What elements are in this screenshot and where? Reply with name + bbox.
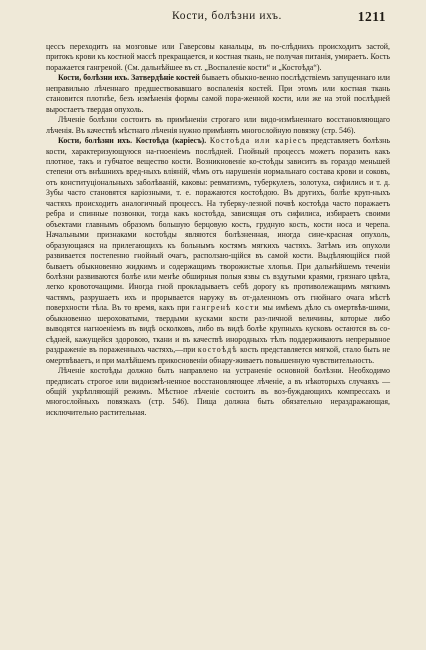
paragraph-gangrene-continuation bbox=[46, 42, 390, 73]
article-body bbox=[46, 42, 390, 418]
bold-heading-text: Кости, болѣзни ихъ. Затвердѣніе костей bbox=[58, 73, 200, 83]
page-number: 1211 bbox=[357, 9, 386, 24]
running-head: Кости, болѣзни ихъ. bbox=[172, 10, 283, 22]
body-text: Лѣченіе костоѣды должно быть направлено на устраненіе основной болѣзни. Необходимо предписать строгое или видоизмѣ-ненное восстановляющее лѣченіе, а въ нѣкоторыхъ случаяхъ — общій укрѣпляющій режимъ. Мѣстное лѣченіе состоитъ въ воз-буждающихъ компрессахъ и многослойныхъ повязкахъ (стр. 546). Пища должна быть обязательно нераздражающая, исключительно растительная. bbox=[46, 366, 390, 417]
paragraph-caries bbox=[46, 136, 390, 366]
body-text: мы имѣемъ дѣло съ омертвѣв-шими, обыкновенно шероховатыми, твердыми кусками кости раз-личной величины, которые либо выводятся нагноеніемъ въ видѣ осколковъ, либо въ видѣ болѣе крупныхъ кусковъ остаются въ со-сѣдней, кажущейся здоровою, ткани и въ качествѣ инородныхъ тѣлъ поддерживаютъ непрерывное раздраженіе въ пораженныхъ частяхъ,—при bbox=[46, 303, 390, 355]
body-text: цессъ переходитъ на мозговые или Гаверсовы канальцы, въ по-слѣднихъ происходитъ застой, притокъ крови къ костной массѣ прекращается, и костная ткань, не получая питанія, умираетъ. Кость поражается гангреной. (См. дальнѣйшее въ ст. „Воспаленіе кости“ и „Костоѣда“). bbox=[46, 42, 390, 72]
spaced-emphasis-text: Костоѣда или каріесъ bbox=[209, 136, 308, 146]
body-text: представляетъ болѣзнь кости, характеризующуюся на-гноеніемъ послѣдней. Гнойный процессъ можетъ поразить какъ плотное, такъ и губчатое вещество кости. Возникновеніе ко-стоѣды зависитъ въ гораздо меньшей степени отъ внѣшнихъ вред-ныхъ вліяній, чѣмъ отъ нарушенія нормальнаго состава крови и соковъ, отъ конституціональныхъ заболѣваній, каковы: ревматизмъ, туберкулезъ, золотуха, сифилисъ и т. д. Зубы часто становятся каріозными, т. е. поражаются костоѣдою. Въ другихъ, болѣе круп-ныхъ частяхъ происходитъ аналогичный процессъ. На туберку-лезной почвѣ костоѣда часто поражаетъ ребра и спинные позвонки, тогда какъ костоѣда, зависящая отъ сифилиса, избираетъ своими объектами главнымъ образомъ большую берцовую кость, грудную кость, кости носа и черепа. Начальными признаками костоѣды являются болѣзненная, иногда сине-красная опухоль, образующаяся на прилегающихъ къ больнымъ костямъ мягкихъ частяхъ. Затѣмъ изъ опухоли развивается постепенно гнойный очагъ, расползаю-щійся въ самой кости. Выдѣляющійся гной бываетъ обыкновенно жидкимъ и содержащимъ творожистые хлопья. При дальнѣйшемъ теченіи болѣзни развиваются болѣе или менѣе обширныя полыя язвы съ вздутыми краями, грязнаго цвѣта, легко кровоточащими. Иногда гной прокладываетъ себѣ дорогу къ противолежащимъ мягкимъ частямъ, разрушаетъ ихъ и прорывается наружу въ от-даленномъ отъ гнойнаго очага мѣстѣ поверхности тѣла. Въ то время, какъ при bbox=[46, 136, 390, 313]
paragraph-bone-hardening bbox=[46, 73, 390, 115]
spaced-emphasis-text: костоѣдѣ bbox=[197, 345, 238, 355]
bold-heading-text: Кости, болѣзни ихъ. Костоѣда (каріесъ). bbox=[58, 136, 207, 146]
page-header bbox=[0, 10, 426, 30]
spaced-emphasis-text: гангренѣ кости bbox=[192, 303, 260, 313]
body-text: бываетъ обыкно-венно послѣдствіемъ запущеннаго или неправильно лѣченнаго предшествовавшаго воспаленія костей. При этомъ или костная ткань становится плотнѣе, безъ измѣненія формы самой пора-женной кости, или же на этой послѣдней выростаетъ твердая опухоль. bbox=[46, 73, 390, 114]
paragraph-hardening-treatment bbox=[46, 115, 390, 136]
body-text: кость представляется мягкой, стало быть не омертвѣваетъ, и при малѣйшемъ прикосновеніи обнару-живаетъ повышенную чувствительность. bbox=[46, 345, 391, 365]
paragraph-caries-treatment bbox=[46, 366, 390, 418]
body-text: Лѣченіе болѣзни состоитъ въ примѣненіи строгаго или видо-измѣненнаго восстановляющаго лѣченія. Въ качествѣ мѣстнаго лѣченія нужно примѣнять многослойную повязку (стр. 546). bbox=[46, 115, 390, 135]
